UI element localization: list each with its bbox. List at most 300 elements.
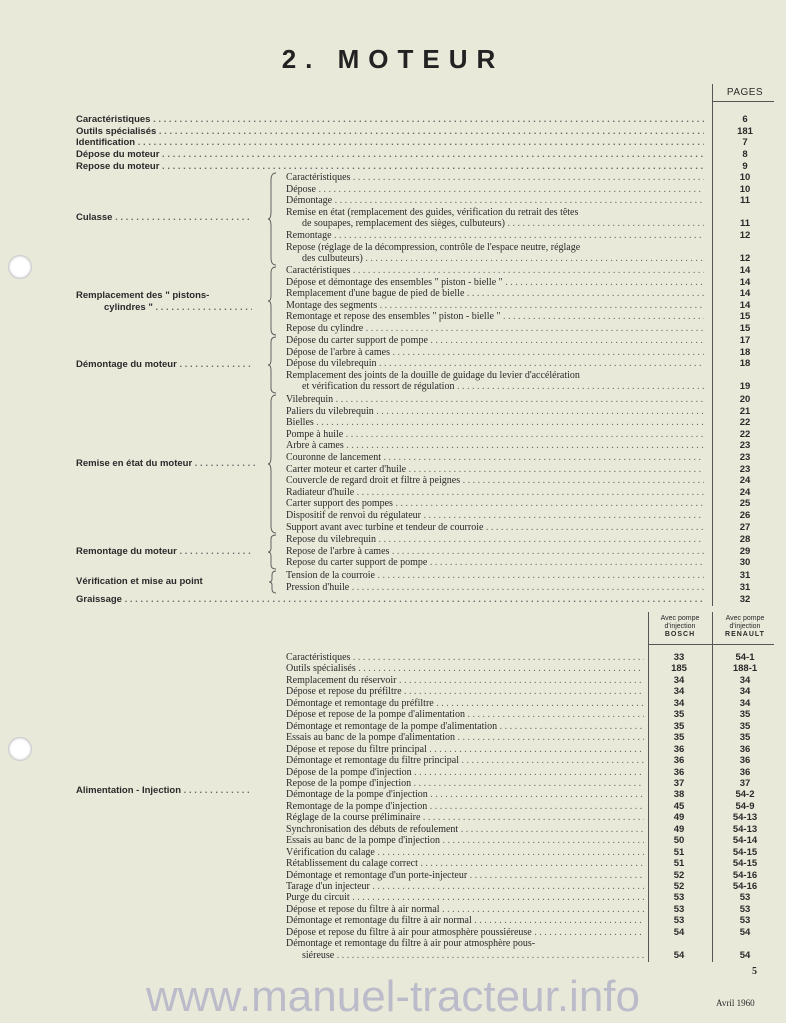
- renault-page-number: 34: [739, 686, 751, 698]
- toc-row: [0, 824, 786, 836]
- toc-row: [0, 347, 786, 359]
- renault-page-number: 54-2: [735, 789, 755, 801]
- toc-row: [0, 265, 786, 277]
- toc-row: [0, 767, 786, 779]
- toc-entry-text: Caractéristiques: [286, 172, 351, 183]
- toc-entry-label: [286, 927, 644, 939]
- toc-row: [0, 498, 786, 510]
- toc-entry-label: [76, 149, 704, 161]
- toc-row: [0, 230, 786, 242]
- toc-entry-text: Outils spécialisés: [76, 125, 157, 137]
- toc-entry-text: Caractéristiques: [76, 114, 151, 125]
- toc-row: [0, 870, 786, 882]
- toc-entry-label: [286, 767, 644, 779]
- toc-page-number: 18: [739, 346, 751, 358]
- toc-entry-text: Radiateur d'huile: [286, 486, 355, 498]
- renault-page-number: 188-1: [732, 663, 758, 675]
- toc-page-number: 14: [739, 299, 751, 311]
- toc-entry-text: Pompe à huile: [286, 428, 344, 440]
- toc-entry-label: [286, 778, 644, 790]
- toc-entry-text: Démontage et remontage du filtre à air normal: [286, 915, 472, 927]
- toc-entry-text: Remontage de la pompe d'injection: [286, 800, 428, 812]
- toc-entry-text: Couronne de lancement: [286, 452, 381, 463]
- toc-row: [0, 594, 786, 606]
- toc-row: [0, 732, 786, 744]
- toc-entry-text: Dépose de la pompe d'injection: [286, 766, 412, 778]
- toc-entry-text: Remplacement des joints de la douille de guidage du levier d'accélération: [286, 369, 580, 381]
- renault-page-number: 54: [739, 949, 751, 961]
- toc-entry-text: Essais au banc de la pompe d'alimentation: [286, 732, 455, 744]
- toc-row: [0, 847, 786, 859]
- toc-entry-label: [286, 184, 704, 196]
- toc-row: [0, 927, 786, 939]
- toc-page-number: 18: [739, 358, 751, 370]
- pistons-brace: [268, 266, 278, 336]
- section-title-culasse: Culasse . . .: [76, 212, 252, 224]
- toc-entry-label: [76, 161, 704, 173]
- remontage-brace: [268, 534, 278, 570]
- toc-row: [0, 126, 786, 138]
- toc-entry-label: [286, 522, 704, 534]
- publication-date: Avril 1960: [716, 998, 755, 1008]
- toc-entry-label: [286, 406, 704, 418]
- toc-page-number: 15: [739, 311, 751, 323]
- section-title-pistons-line1: Remplacement des " pistons-: [76, 290, 210, 301]
- toc-entry-text: Dépose et repose du filtre à air normal: [286, 903, 440, 915]
- toc-page-number: 7: [742, 137, 748, 149]
- toc-row: [0, 522, 786, 534]
- toc-page-number: 14: [739, 288, 751, 300]
- toc-entry-text: de soupapes, remplacement des sièges, culbuteurs): [302, 218, 505, 230]
- toc-entry-label: [286, 870, 644, 882]
- toc-entry-text: Démontage et remontage du filtre à air pour atmosphère pous-: [286, 938, 536, 950]
- pages-header-rule: [712, 101, 774, 102]
- toc-row: [0, 242, 786, 254]
- renault-page-number: 54: [739, 926, 751, 938]
- toc-entry-text: Essais au banc de la pompe d'injection: [286, 835, 440, 847]
- toc-entry-label: [286, 801, 644, 813]
- section-title-verification: Vérification et mise au point: [76, 576, 203, 587]
- toc-entry-label: [302, 381, 704, 393]
- toc-entry-text: Rétablissement du calage correct: [286, 858, 418, 870]
- bosch-page-number: 49: [673, 823, 685, 835]
- toc-entry-label: [286, 858, 644, 870]
- renault-page-number: 53: [739, 903, 751, 915]
- renault-page-number: 54-9: [735, 800, 755, 812]
- toc-row: [0, 184, 786, 196]
- renault-page-number: 35: [739, 732, 751, 744]
- bosch-page-number: 185: [671, 663, 687, 675]
- toc-entry-text: Repose du moteur: [76, 160, 160, 172]
- toc-entry-text: Graissage: [76, 594, 122, 605]
- toc-entry-text: Remplacement du réservoir: [286, 674, 397, 686]
- toc-row: [0, 950, 786, 962]
- toc-page-number: 11: [739, 218, 751, 230]
- toc-entry-text: Démontage et remontage du filtre principal: [286, 755, 459, 767]
- toc-entry-text: Démontage de la pompe d'injection: [286, 789, 428, 801]
- section-title-remontage: Remontage du moteur . . .: [76, 546, 252, 558]
- toc-page-number: 14: [739, 276, 751, 288]
- toc-row: [0, 721, 786, 733]
- renault-page-number: 54-13: [732, 812, 758, 824]
- bosch-page-number: 35: [673, 709, 685, 721]
- toc-row: [0, 835, 786, 847]
- toc-page-number: 32: [739, 594, 751, 605]
- verification-brace: [268, 570, 278, 594]
- bosch-page-number: 53: [673, 903, 685, 915]
- toc-entry-text: Repose du cylindre: [286, 323, 364, 334]
- toc-entry-text: Réglage de la course préliminaire: [286, 812, 421, 824]
- toc-row: [0, 881, 786, 893]
- toc-row: [0, 114, 786, 126]
- culasse-brace: [268, 172, 278, 266]
- bosch-header-rule: [648, 644, 774, 645]
- toc-entry-label: [286, 172, 704, 184]
- toc-page-number: 23: [739, 452, 751, 463]
- renault-page-number: 54-15: [732, 846, 758, 858]
- bosch-page-number: 53: [673, 892, 685, 904]
- bosch-page-number: 52: [673, 869, 685, 881]
- toc-entry-label: [286, 675, 644, 687]
- toc-page-number: 23: [739, 463, 751, 475]
- renault-page-number: 34: [739, 674, 751, 686]
- toc-entry-text: Remise en état (remplacement des guides, vérification du retrait des têtes: [286, 206, 579, 218]
- toc-row: [0, 149, 786, 161]
- toc-row: [0, 744, 786, 756]
- toc-page-number: 29: [739, 545, 751, 557]
- toc-page-number: 25: [739, 498, 751, 510]
- toc-row: [0, 510, 786, 522]
- renault-page-number: 54-16: [732, 869, 758, 881]
- toc-entry-text: Remontage et repose des ensembles " piston - bielle ": [286, 311, 501, 323]
- toc-entry-text: Dispositif de renvoi du régulateur: [286, 510, 421, 521]
- toc-entry-text: des culbuteurs): [302, 253, 363, 265]
- toc-entry-label: [286, 915, 644, 927]
- toc-entry-label: [286, 847, 644, 859]
- toc-page-number: 14: [739, 265, 751, 276]
- renault-page-number: 36: [739, 755, 751, 767]
- toc-page-number: 28: [739, 534, 751, 545]
- renault-page-number: 53: [739, 892, 751, 904]
- toc-entry-label: [286, 582, 704, 594]
- toc-row: [0, 277, 786, 289]
- bosch-page-number: 35: [673, 732, 685, 744]
- toc-entry-label: [286, 417, 704, 429]
- toc-entry-label: [286, 335, 704, 347]
- toc-page-number: 22: [739, 417, 751, 429]
- toc-entry-label: [286, 755, 644, 767]
- bosch-page-number: 36: [673, 743, 685, 755]
- toc-entry-label: [286, 300, 704, 312]
- toc-entry-text: Remplacement d'une bague de pied de bielle: [286, 288, 465, 300]
- toc-page-number: 31: [739, 581, 751, 593]
- toc-row: [0, 709, 786, 721]
- toc-entry-label: [286, 277, 704, 289]
- toc-entry-text: Démontage et remontage du préfiltre: [286, 697, 434, 709]
- toc-page-number: 10: [739, 172, 751, 183]
- bosch-column-header: Avec pompe d'injection BOSCH: [660, 615, 700, 638]
- remise-brace: [268, 394, 278, 534]
- toc-row: [0, 172, 786, 184]
- toc-row: [0, 335, 786, 347]
- bosch-page-number: 36: [673, 766, 685, 778]
- toc-entry-text: Démontage et remontage de la pompe d'alimentation: [286, 720, 498, 732]
- toc-row: [0, 406, 786, 418]
- toc-entry-text: Dépose du carter support de pompe: [286, 335, 428, 346]
- toc-page-number: 27: [739, 521, 751, 533]
- toc-entry-label: [286, 207, 704, 219]
- toc-entry-text: Caractéristiques: [286, 652, 351, 663]
- toc-entry-label: [286, 686, 644, 698]
- toc-entry-text: Carter moteur et carter d'huile: [286, 463, 407, 475]
- bosch-page-number: 52: [673, 881, 685, 892]
- toc-entry-label: [286, 464, 704, 476]
- toc-entry-label: [286, 265, 704, 277]
- toc-row: [0, 137, 786, 149]
- toc-row: [0, 755, 786, 767]
- section-title-pistons-line2: cylindres " . . .: [104, 302, 252, 314]
- toc-entry-label: [286, 570, 704, 582]
- toc-row: [0, 938, 786, 950]
- renault-column-header: Avec pompe d'injection RENAULT: [725, 615, 765, 638]
- toc-page-number: 19: [739, 381, 751, 393]
- renault-page-number: 36: [739, 766, 751, 778]
- toc-entry-text: Pression d'huile: [286, 581, 350, 593]
- toc-entry-label: [76, 126, 704, 138]
- toc-entry-label: [286, 311, 704, 323]
- toc-row: [0, 801, 786, 813]
- toc-page-number: 12: [739, 230, 751, 241]
- toc-entry-text: Paliers du vilebrequin: [286, 405, 374, 417]
- toc-entry-label: [286, 732, 644, 744]
- toc-entry-text: Dépose et repose de la pompe d'alimentation: [286, 709, 465, 721]
- bosch-page-number: 34: [673, 697, 685, 709]
- toc-entry-label: [286, 242, 704, 254]
- page-title: 2. MOTEUR: [281, 44, 505, 74]
- toc-page-number: 8: [742, 149, 748, 161]
- renault-page-number: 54-16: [732, 881, 758, 892]
- toc-row: [0, 323, 786, 335]
- toc-entry-text: siéreuse: [302, 949, 335, 961]
- toc-page-number: 181: [737, 125, 753, 137]
- toc-row: [0, 417, 786, 429]
- toc-entry-text: Dépose: [286, 183, 316, 195]
- renault-page-number: 54-14: [732, 835, 758, 847]
- toc-entry-text: Repose de l'arbre à cames: [286, 545, 390, 557]
- toc-row: [0, 904, 786, 916]
- toc-entry-label: [286, 347, 704, 359]
- toc-entry-label: [76, 114, 704, 126]
- toc-entry-label: [302, 950, 644, 962]
- toc-row: [0, 858, 786, 870]
- toc-entry-label: [286, 510, 704, 522]
- bosch-page-number: 54: [673, 926, 685, 938]
- toc-entry-text: Remontage: [286, 230, 332, 241]
- toc-entry-label: [286, 429, 704, 441]
- renault-page-number: 34: [739, 697, 751, 709]
- bosch-page-number: 34: [673, 674, 685, 686]
- toc-page-number: 22: [739, 428, 751, 440]
- bosch-page-number: 33: [673, 652, 685, 663]
- bosch-page-number: 50: [673, 835, 685, 847]
- toc-entry-text: Synchronisation des débuts de refoulement: [286, 823, 459, 835]
- toc-page-number: 20: [739, 394, 751, 405]
- section-title-remise: Remise en état du moteur . . .: [76, 458, 258, 470]
- toc-entry-text: Caractéristiques: [286, 265, 351, 276]
- toc-entry-text: Montage des segments: [286, 299, 378, 311]
- toc-row: [0, 161, 786, 173]
- toc-entry-text: Arbre à cames: [286, 440, 344, 452]
- toc-row: [0, 698, 786, 710]
- toc-entry-text: Dépose et repose du filtre principal: [286, 743, 427, 755]
- toc-row: [0, 429, 786, 441]
- toc-entry-label: [286, 475, 704, 487]
- toc-entry-label: [286, 546, 704, 558]
- section-title-demontage: Démontage du moteur . . .: [76, 359, 252, 371]
- toc-row: [0, 675, 786, 687]
- renault-page-number: 36: [739, 743, 751, 755]
- bosch-page-number: 51: [673, 846, 685, 858]
- toc-page-number: 12: [739, 253, 751, 265]
- toc-entry-text: Repose du vilebrequin: [286, 534, 376, 545]
- toc-entry-label: [286, 498, 704, 510]
- bosch-page-number: 37: [673, 777, 685, 789]
- toc-entry-label: [286, 557, 704, 569]
- toc-row: [0, 915, 786, 927]
- toc-entry-label: [286, 323, 704, 335]
- toc-entry-text: Bielles: [286, 417, 314, 429]
- toc-entry-text: Support avant avec turbine et tendeur de courroie: [286, 521, 484, 533]
- toc-page-number: 9: [742, 160, 748, 172]
- toc-entry-text: Repose du carter support de pompe: [286, 557, 428, 569]
- toc-entry-label: [286, 824, 644, 836]
- toc-row: [0, 475, 786, 487]
- toc-page-number: 24: [739, 475, 751, 487]
- toc-entry-label: [286, 938, 644, 950]
- toc-entry-text: Vérification du calage: [286, 846, 375, 858]
- bosch-page-number: 36: [673, 755, 685, 767]
- bosch-page-number: 53: [673, 915, 685, 927]
- bosch-page-number: 54: [673, 949, 685, 961]
- toc-entry-label: [286, 904, 644, 916]
- toc-entry-label: [286, 744, 644, 756]
- toc-entry-label: [286, 370, 704, 382]
- toc-row: [0, 652, 786, 664]
- toc-row: [0, 686, 786, 698]
- renault-page-number: 53: [739, 915, 751, 927]
- toc-entry-text: Démontage: [286, 195, 333, 207]
- watermark: www.manuel-tracteur.info: [146, 972, 640, 1021]
- bosch-page-number: 51: [673, 858, 685, 870]
- toc-page-number: 31: [739, 570, 751, 581]
- section-title-alimentation: Alimentation - Injection . . .: [76, 785, 252, 797]
- bosch-page-number: 49: [673, 812, 685, 824]
- toc-entry-text: Tarage d'un injecteur: [286, 881, 370, 892]
- toc-page-number: 11: [739, 195, 751, 207]
- toc-page-number: 10: [739, 183, 751, 195]
- toc-row: [0, 557, 786, 569]
- toc-entry-label: [286, 394, 704, 406]
- toc-page-number: 26: [739, 510, 751, 521]
- toc-entry-text: Démontage et remontage d'un porte-injecteur: [286, 869, 468, 881]
- toc-entry-label: [286, 698, 644, 710]
- toc-entry-label: [286, 652, 644, 664]
- toc-entry-label: [286, 835, 644, 847]
- toc-page-number: 17: [739, 335, 751, 346]
- toc-entry-label: [286, 812, 644, 824]
- toc-entry-label: [286, 721, 644, 733]
- toc-entry-text: Dépose et repose du préfiltre: [286, 686, 402, 698]
- bosch-page-number: 34: [673, 686, 685, 698]
- toc-entry-label: [76, 137, 704, 149]
- toc-entry-text: Couvercle de regard droit et filtre à peignes: [286, 475, 461, 487]
- toc-entry-label: [286, 881, 644, 893]
- toc-entry-label: [286, 288, 704, 300]
- toc-row: [0, 195, 786, 207]
- toc-row: [0, 892, 786, 904]
- toc-entry-label: [286, 452, 704, 464]
- toc-entry-text: Purge du circuit: [286, 892, 350, 904]
- pages-header: PAGES: [726, 87, 764, 98]
- toc-entry-label: [286, 195, 704, 207]
- toc-row: [0, 394, 786, 406]
- demontage-brace: [268, 336, 278, 394]
- toc-row: [0, 253, 786, 265]
- toc-row: [0, 487, 786, 499]
- toc-entry-text: Identification: [76, 137, 136, 149]
- toc-row: [0, 370, 786, 382]
- toc-page-number: 23: [739, 440, 751, 452]
- toc-entry-text: Dépose et repose du filtre à air pour atmosphère poussiéreuse: [286, 926, 532, 938]
- toc-row: [0, 534, 786, 546]
- toc-page-number: 6: [742, 114, 748, 125]
- toc-entry-text: Dépose du moteur: [76, 149, 160, 161]
- page-number: 5: [752, 966, 757, 977]
- toc-row: [0, 812, 786, 824]
- toc-page-number: 15: [739, 323, 751, 334]
- toc-row: [0, 663, 786, 675]
- toc-entry-label: [286, 440, 704, 452]
- renault-page-number: 54-15: [732, 858, 758, 870]
- toc-entry-text: Repose (réglage de la décompression, contrôle de l'espace neutre, réglage: [286, 241, 581, 253]
- bosch-page-number: 35: [673, 720, 685, 732]
- renault-page-number: 35: [739, 720, 751, 732]
- toc-page-number: 24: [739, 486, 751, 498]
- bosch-page-number: 45: [673, 800, 685, 812]
- renault-page-number: 35: [739, 709, 751, 721]
- toc-entry-text: Outils spécialisés: [286, 663, 356, 675]
- renault-page-number: 54-13: [732, 823, 758, 835]
- toc-entry-label: [286, 230, 704, 242]
- bosch-page-number: 38: [673, 789, 685, 801]
- toc-entry-text: Vilebrequin: [286, 394, 334, 405]
- toc-entry-label: [286, 663, 644, 675]
- toc-entry-label: [302, 253, 704, 265]
- renault-page-number: 54-1: [735, 652, 755, 663]
- toc-row: [0, 381, 786, 393]
- toc-entry-label: [286, 358, 704, 370]
- toc-entry-text: Carter support des pompes: [286, 498, 393, 510]
- toc-row: [0, 440, 786, 452]
- toc-entry-label: [76, 594, 704, 606]
- toc-entry-text: Repose de la pompe d'injection: [286, 777, 412, 789]
- toc-entry-text: Dépose de l'arbre à cames: [286, 346, 390, 358]
- toc-entry-label: [286, 789, 644, 801]
- toc-entry-label: [302, 218, 704, 230]
- toc-entry-label: [286, 709, 644, 721]
- toc-entry-text: Dépose et démontage des ensembles " piston - bielle ": [286, 276, 503, 288]
- toc-entry-text: et vérification du ressort de régulation: [302, 381, 455, 393]
